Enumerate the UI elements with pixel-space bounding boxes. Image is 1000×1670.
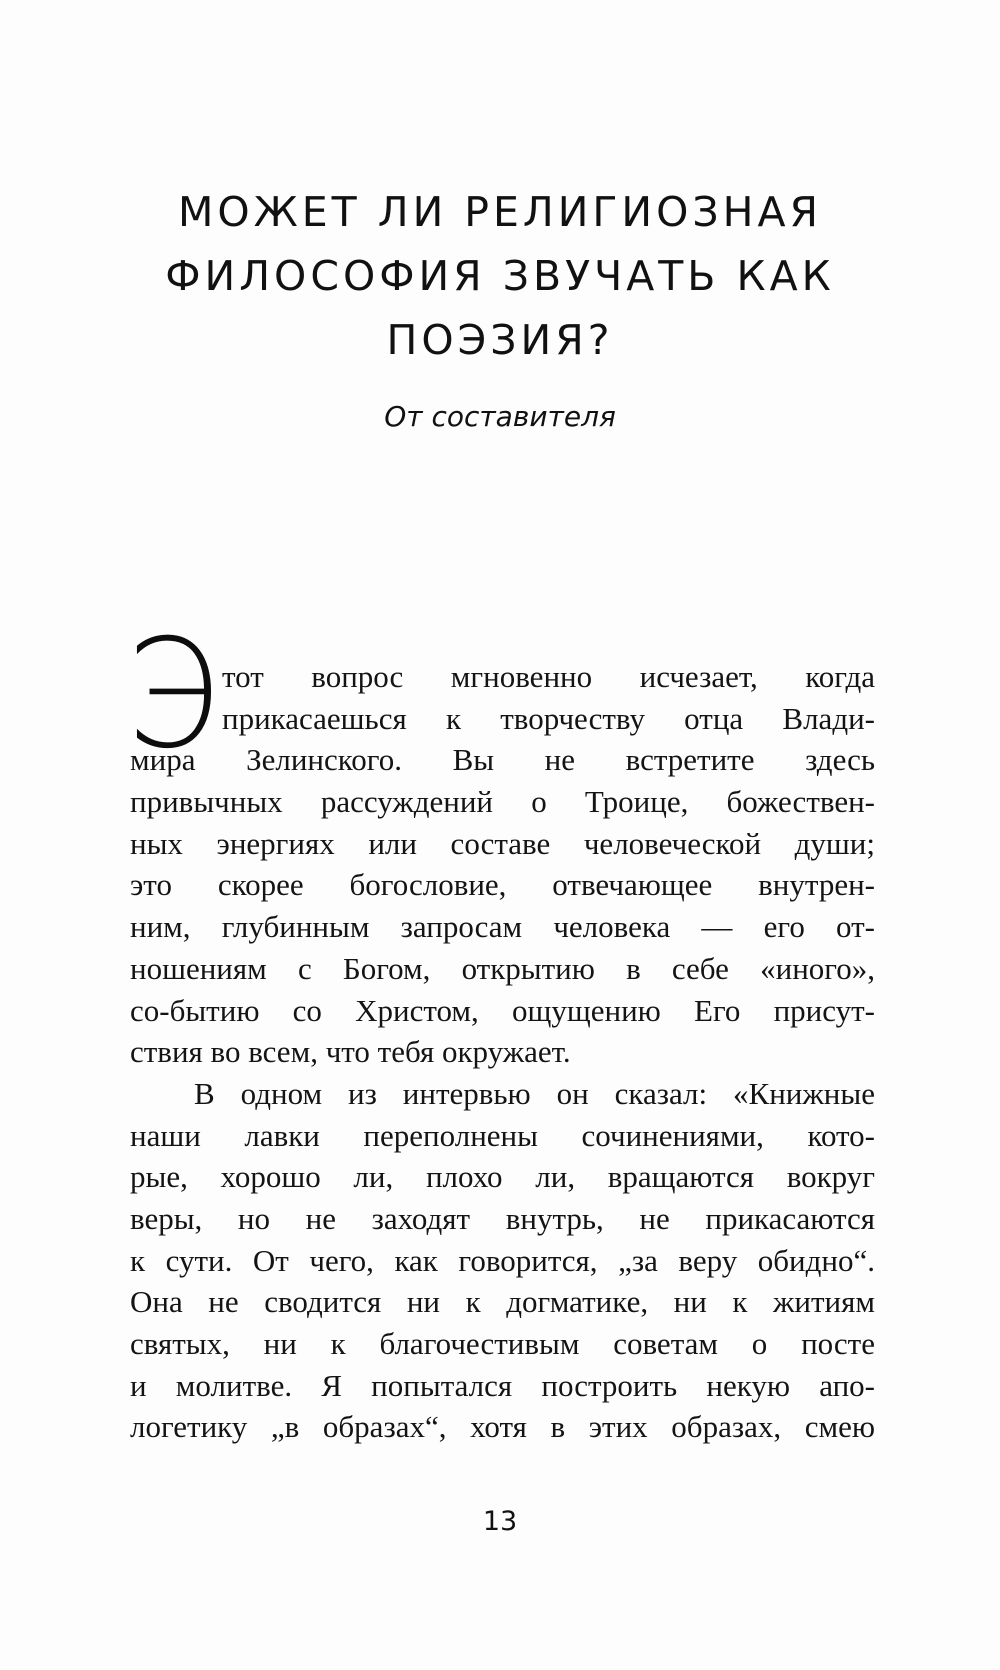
text-line: привычных рассуждений о Троице, божествен- xyxy=(130,784,875,820)
text-line: ним, глубинным запросам человека — его от- xyxy=(130,909,875,945)
text-line: наши лавки переполнены сочинениями, кото- xyxy=(130,1117,875,1153)
chapter-title-line: ПОЭЗИЯ? xyxy=(386,316,614,364)
chapter-title-line: МОЖЕТ ЛИ РЕЛИГИОЗНАЯ xyxy=(177,188,823,236)
text-line: Она не сводится ни к догматике, ни к житиям xyxy=(130,1284,875,1320)
text-line: со-бытию со Христом, ощущению Его присут- xyxy=(130,992,875,1028)
drop-cap: Э xyxy=(126,608,219,782)
body-text xyxy=(130,656,875,1448)
text-line: прикасаешься к творчеству отца Влади- xyxy=(222,700,875,736)
text-line: и молитве. Я попытался построить некую апо- xyxy=(130,1367,875,1403)
text-line: веры, но не заходят внутрь, не прикасаются xyxy=(130,1200,875,1236)
text-line: логетику „в образах“, хотя в этих образах, смею xyxy=(130,1409,875,1445)
chapter-title xyxy=(120,180,880,372)
text-line: к сути. От чего, как говорится, „за веру обидно“. xyxy=(130,1242,875,1278)
text-line: святых, ни к благочестивым советам о посте xyxy=(130,1326,875,1361)
text-line: В одном из интервью он сказал: «Книжные xyxy=(194,1075,875,1111)
text-line: ных энергиях или составе человеческой души; xyxy=(130,825,875,861)
text-line: тот вопрос мгновенно исчезает, когда xyxy=(222,659,875,694)
page-number: 13 xyxy=(482,1506,518,1537)
text-line: ствия во всем, что тебя окружает. xyxy=(130,1034,571,1070)
text-line: рые, хорошо ли, плохо ли, вращаются вокруг xyxy=(130,1159,875,1195)
chapter-subtitle: От составителя xyxy=(384,400,616,433)
text-line: мира Зелинского. Вы не встретите здесь xyxy=(130,742,875,778)
chapter-title-line: ФИЛОСОФИЯ ЗВУЧАТЬ КАК xyxy=(165,252,835,300)
text-line: ношениям с Богом, открытию в себе «иного», xyxy=(130,950,875,986)
text-line: это скорее богословие, отвечающее внутрен- xyxy=(130,867,875,903)
